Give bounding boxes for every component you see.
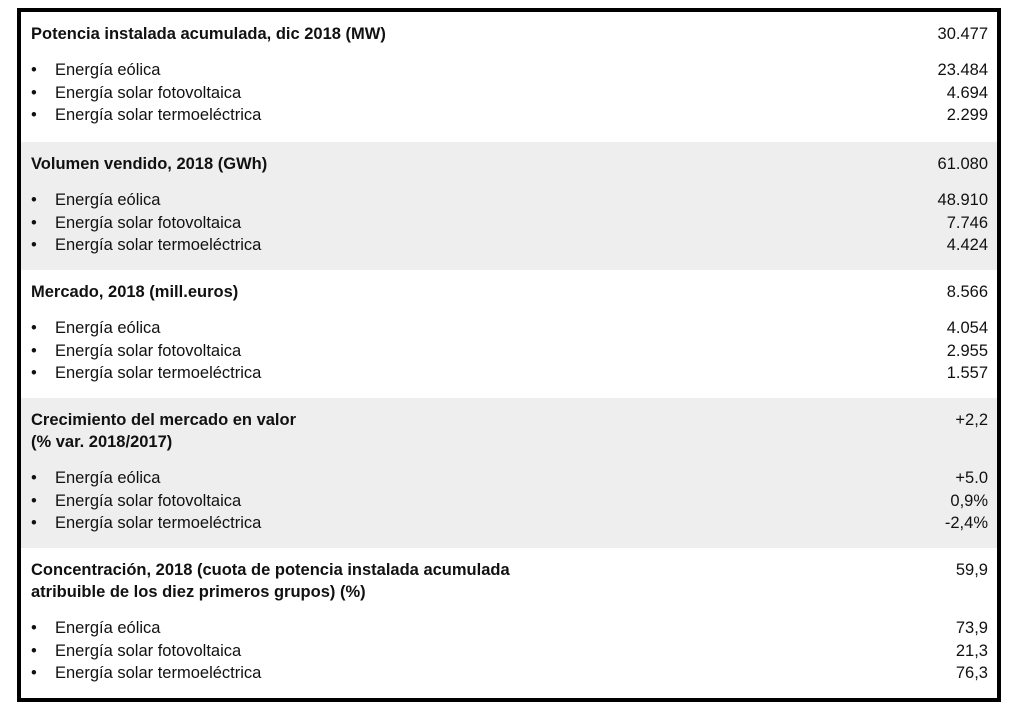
bullet-icon: •	[31, 191, 37, 209]
section-total: 8.566	[946, 283, 988, 301]
item-value: 23.484	[937, 61, 988, 79]
bullet-icon: •	[31, 619, 37, 637]
bullet-icon: •	[31, 341, 37, 360]
item-label: Energía eólica	[55, 319, 161, 337]
list-item	[31, 317, 988, 340]
section-title: Potencia instalada acumulada, dic 2018 (MW)	[31, 25, 386, 43]
list-item	[31, 362, 988, 385]
item-value: 48.910	[937, 191, 988, 209]
bullet-icon: •	[31, 236, 37, 254]
section-concentration	[21, 548, 997, 698]
list-item	[31, 189, 988, 212]
section-total: +2,2	[955, 411, 988, 429]
section-header	[31, 270, 988, 303]
list-item	[31, 234, 988, 257]
section-header	[31, 398, 988, 453]
item-value: 0,9%	[950, 491, 988, 510]
list-item	[31, 617, 988, 640]
list-item	[31, 490, 988, 513]
item-label: Energía solar fotovoltaica	[55, 491, 242, 510]
item-label: Energía solar termoeléctrica	[55, 236, 262, 254]
item-label: Energía eólica	[55, 469, 161, 487]
item-label: Energía solar termoeléctrica	[55, 514, 262, 532]
item-label: Energía eólica	[55, 61, 161, 79]
item-value: 4.054	[946, 319, 988, 337]
section-title: Concentración, 2018 (cuota de potencia instalada acumulada atribuible de los diez primeros grupos) (%)	[31, 561, 510, 601]
list-item	[31, 82, 988, 105]
item-value: 76,3	[955, 664, 988, 682]
item-label: Energía solar termoeléctrica	[55, 364, 262, 382]
section-total: 30.477	[937, 25, 988, 43]
item-list	[31, 317, 988, 388]
bullet-icon: •	[31, 491, 37, 510]
item-label: Energía solar fotovoltaica	[55, 641, 242, 660]
item-label: Energía solar termoeléctrica	[55, 664, 262, 682]
item-value: 21,3	[955, 641, 988, 660]
bullet-icon: •	[31, 61, 37, 79]
bullet-icon: •	[31, 319, 37, 337]
item-list	[31, 467, 988, 538]
bullet-icon: •	[31, 514, 37, 532]
list-item	[31, 467, 988, 490]
item-value: +5.0	[955, 469, 988, 487]
item-value: 2.955	[946, 341, 988, 360]
section-market	[21, 270, 997, 398]
list-item	[31, 104, 988, 127]
section-header	[31, 548, 988, 603]
item-list	[31, 617, 988, 688]
item-label: Energía eólica	[55, 619, 161, 637]
bullet-icon: •	[31, 106, 37, 124]
item-value: 7.746	[946, 213, 988, 232]
bullet-icon: •	[31, 364, 37, 382]
item-value: 4.694	[946, 83, 988, 102]
item-list	[31, 59, 988, 130]
item-label: Energía solar fotovoltaica	[55, 83, 242, 102]
item-value: 73,9	[955, 619, 988, 637]
list-item	[31, 59, 988, 82]
section-total: 61.080	[937, 155, 988, 173]
list-item	[31, 212, 988, 235]
bullet-icon: •	[31, 664, 37, 682]
item-label: Energía solar termoeléctrica	[55, 106, 262, 124]
item-value: 4.424	[946, 236, 988, 254]
bullet-icon: •	[31, 213, 37, 232]
item-value: 1.557	[946, 364, 988, 382]
bullet-icon: •	[31, 641, 37, 660]
section-volume-sold	[21, 142, 997, 270]
list-item	[31, 640, 988, 663]
bullet-icon: •	[31, 469, 37, 487]
section-total: 59,9	[955, 561, 988, 579]
summary-table	[17, 8, 1001, 702]
list-item	[31, 662, 988, 685]
item-label: Energía solar fotovoltaica	[55, 341, 242, 360]
list-item	[31, 340, 988, 363]
item-value: 2.299	[946, 106, 988, 124]
section-title: Crecimiento del mercado en valor (% var. 2018/2017)	[31, 411, 297, 451]
section-title: Volumen vendido, 2018 (GWh)	[31, 155, 268, 173]
section-header	[31, 12, 988, 45]
item-list	[31, 189, 988, 260]
section-header	[31, 142, 988, 175]
section-installed-capacity	[21, 12, 997, 142]
section-market-growth	[21, 398, 997, 548]
section-title: Mercado, 2018 (mill.euros)	[31, 283, 239, 301]
item-label: Energía solar fotovoltaica	[55, 213, 242, 232]
item-label: Energía eólica	[55, 191, 161, 209]
bullet-icon: •	[31, 83, 37, 102]
list-item	[31, 512, 988, 535]
item-value: -2,4%	[944, 514, 988, 532]
